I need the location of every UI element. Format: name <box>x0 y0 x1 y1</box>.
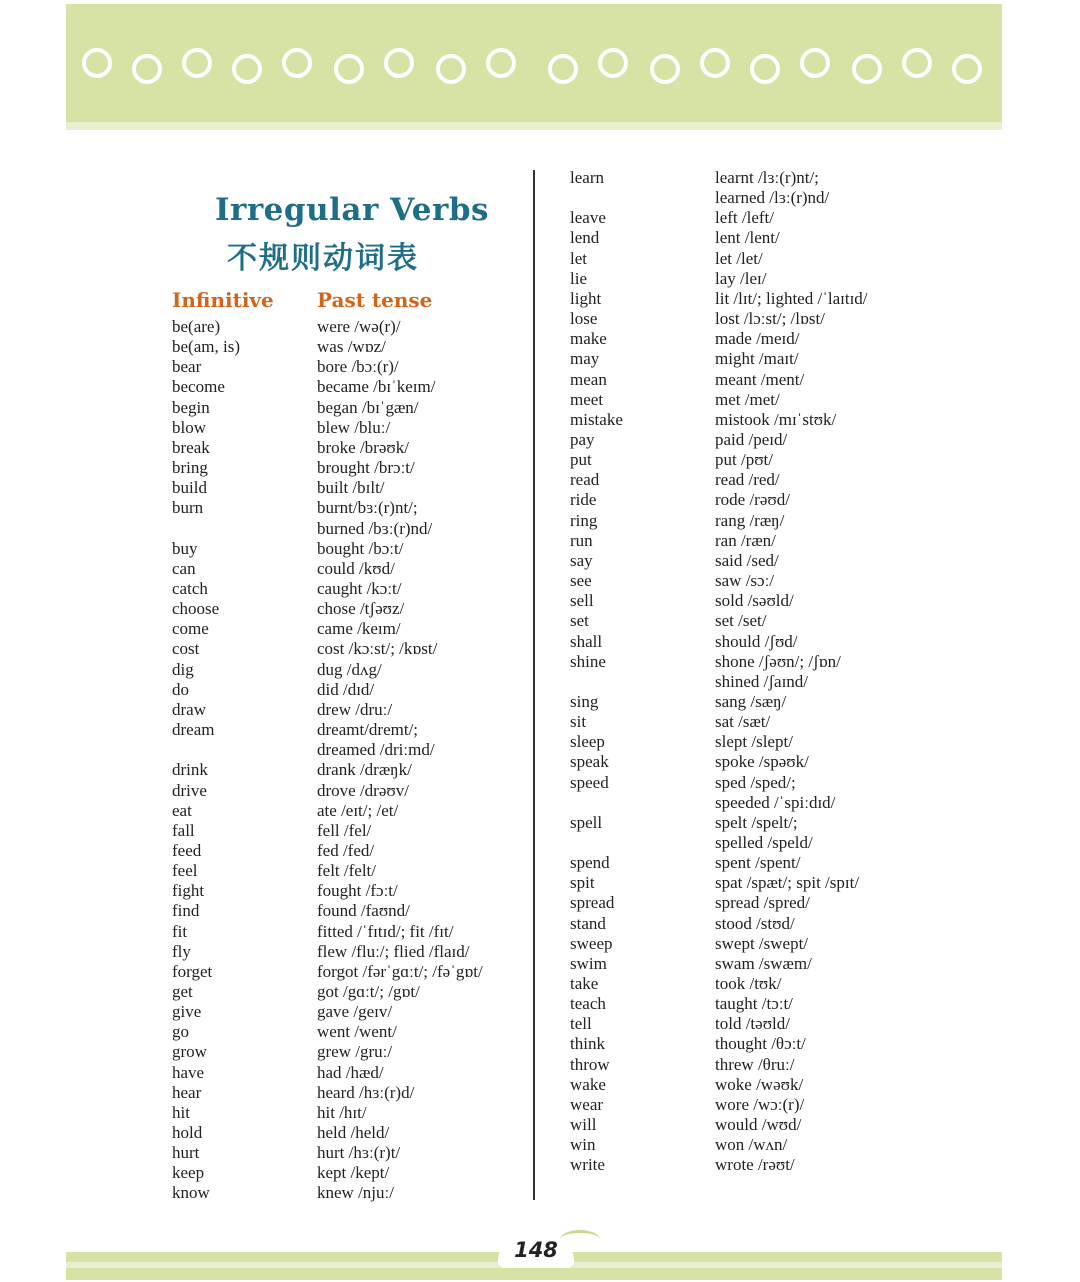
verb-past-tense: got /gɑːt/; /gɒt/ <box>317 981 420 1001</box>
verb-infinitive: say <box>570 550 593 570</box>
verb-past-tense: learnt /lɜː(r)nt/; <box>715 168 819 187</box>
verb-infinitive: meet <box>570 389 604 409</box>
verb-infinitive: feel <box>172 861 198 880</box>
verb-past-tense: stood /stʊd/ <box>715 913 795 933</box>
banner-ring-icon <box>132 54 162 84</box>
verb-past-tense: fell /fel/ <box>317 820 372 840</box>
verb-infinitive: fly <box>172 941 191 961</box>
verb-infinitive: learn <box>570 168 604 187</box>
verb-past-tense: forgot /fərˈgɑːt/; /fəˈgɒt/ <box>317 961 483 981</box>
verb-past-tense: might /maɪt/ <box>715 349 799 369</box>
verb-infinitive: forget <box>172 961 213 981</box>
verb-infinitive: mean <box>570 369 607 389</box>
verb-past-tense: read /red/ <box>715 470 780 490</box>
verb-past-tense: found /faʊnd/ <box>317 901 410 921</box>
verb-infinitive: hold <box>172 1123 203 1142</box>
verb-infinitive: will <box>570 1115 597 1134</box>
verb-infinitive: dig <box>172 659 194 679</box>
verb-infinitive: read <box>570 470 600 490</box>
verb-past-tense: hurt /hɜː(r)t/ <box>317 1143 401 1163</box>
verb-infinitive: sleep <box>570 732 605 752</box>
verb-infinitive: lie <box>570 268 587 288</box>
verb-past-tense: knew /njuː/ <box>317 1183 394 1203</box>
verb-infinitive: ride <box>570 490 597 510</box>
verb-infinitive: fall <box>172 820 195 840</box>
verb-past-tense: meant /ment/ <box>715 369 805 389</box>
verb-infinitive: wake <box>570 1074 606 1094</box>
verb-infinitive: hit <box>172 1102 190 1122</box>
verb-infinitive: put <box>570 450 592 470</box>
verb-past-tense: drank /dræŋk/ <box>317 760 412 780</box>
verb-infinitive: get <box>172 981 193 1001</box>
verb-past-tense: sold /səʊld/ <box>715 591 794 611</box>
verb-infinitive: set <box>570 611 589 631</box>
verb-infinitive: cost <box>172 639 200 659</box>
verb-infinitive: drive <box>172 780 207 800</box>
verb-infinitive: fit <box>172 921 188 941</box>
verb-infinitive: sweep <box>570 933 613 953</box>
verb-past-tense: said /sed/ <box>715 550 779 570</box>
verb-past-tense: broke /brəʊk/ <box>317 437 409 457</box>
banner-ring-icon <box>232 54 262 84</box>
past-tense-header: Past tense <box>317 288 433 312</box>
verb-infinitive: know <box>172 1183 210 1203</box>
verb-past-tense: saw /sɔː/ <box>715 571 775 590</box>
verb-past-tense: ran /ræn/ <box>715 530 776 550</box>
verb-infinitive: break <box>172 437 210 457</box>
verb-infinitive: think <box>570 1034 605 1054</box>
verb-past-tense: ate /eɪt/; /et/ <box>317 800 399 820</box>
verb-infinitive: let <box>570 248 587 268</box>
verb-infinitive: lose <box>570 309 598 328</box>
verb-infinitive: dream <box>172 720 215 739</box>
verb-past-tense: paid /peɪd/ <box>715 429 788 449</box>
verb-infinitive: bring <box>172 458 208 477</box>
verb-past-tense: made /meɪd/ <box>715 329 800 349</box>
verb-past-tense: spoke /spəʊk/ <box>715 752 809 772</box>
verb-infinitive: leave <box>570 208 606 228</box>
verb-past-tense: left /left/ <box>715 208 775 228</box>
verb-past-tense: woke /wəʊk/ <box>715 1074 804 1094</box>
verb-infinitive: do <box>172 679 189 699</box>
verb-past-tense: had /hæd/ <box>317 1062 384 1082</box>
verb-past-tense: cost /kɔːst/; /kɒst/ <box>317 639 438 659</box>
verb-past-tense: swam /swæm/ <box>715 953 812 973</box>
verb-infinitive: come <box>172 619 209 639</box>
verb-infinitive: give <box>172 1002 202 1022</box>
verb-past-tense: shone /ʃəʊn/; /ʃɒn/ <box>715 651 841 671</box>
verb-past-tense: sped /sped/; <box>715 772 796 792</box>
verb-infinitive: spend <box>570 853 610 873</box>
verb-past-tense: lent /lent/ <box>715 228 780 248</box>
verb-infinitive: choose <box>172 599 220 619</box>
verb-past-tense: dug /dʌg/ <box>317 659 382 679</box>
verb-infinitive: bear <box>172 357 202 377</box>
verb-past-tense: burned /bɜː(r)nd/ <box>317 518 433 538</box>
verb-infinitive: build <box>172 478 207 498</box>
banner-ring-icon <box>384 48 414 78</box>
verb-past-tense: grew /gruː/ <box>317 1042 393 1062</box>
verb-infinitive: make <box>570 329 607 349</box>
verb-past-tense: sat /sæt/ <box>715 712 771 731</box>
verb-infinitive: pay <box>570 429 595 449</box>
top-banner-edge <box>66 122 1002 130</box>
verb-infinitive: be(are) <box>172 317 221 336</box>
verb-past-tense: kept /kept/ <box>317 1163 390 1183</box>
verb-infinitive: swim <box>570 953 607 973</box>
verb-infinitive: light <box>570 288 602 308</box>
verb-infinitive: drink <box>172 760 208 780</box>
verb-past-tense: slept /slept/ <box>715 732 793 752</box>
verb-past-tense: shined /ʃaɪnd/ <box>715 671 809 691</box>
verb-infinitive: grow <box>172 1042 207 1062</box>
verb-infinitive: burn <box>172 498 204 518</box>
verb-infinitive: spit <box>570 873 595 893</box>
verb-past-tense: learned /lɜː(r)nd/ <box>715 188 830 208</box>
verb-infinitive: eat <box>172 800 192 820</box>
verb-past-tense: drew /druː/ <box>317 699 393 719</box>
verb-infinitive: see <box>570 571 592 590</box>
banner-ring-icon <box>952 54 982 84</box>
infinitive-header: Infinitive <box>172 288 274 312</box>
banner-ring-icon <box>548 54 578 84</box>
banner-ring-icon <box>486 48 516 78</box>
verb-past-tense: spread /spred/ <box>715 893 810 913</box>
verb-infinitive: tell <box>570 1014 592 1034</box>
verb-infinitive: win <box>570 1135 596 1155</box>
verb-past-tense: caught /kɔːt/ <box>317 579 402 598</box>
verb-past-tense: should /ʃʊd/ <box>715 631 798 651</box>
banner-ring-icon <box>852 54 882 84</box>
verb-past-tense: heard /hɜː(r)d/ <box>317 1082 415 1102</box>
banner-ring-icon <box>800 48 830 78</box>
verb-past-tense: told /təʊld/ <box>715 1014 790 1034</box>
verb-infinitive: lend <box>570 228 600 248</box>
verb-infinitive: shine <box>570 651 606 671</box>
verb-past-tense: became /bɪˈkeɪm/ <box>317 377 436 397</box>
verb-past-tense: held /held/ <box>317 1123 390 1142</box>
verb-past-tense: were /wə(r)/ <box>317 317 401 336</box>
verb-infinitive: go <box>172 1022 189 1042</box>
verb-infinitive: write <box>570 1155 605 1175</box>
verb-infinitive: buy <box>172 538 198 558</box>
column-divider <box>533 170 535 1200</box>
banner-ring-icon <box>282 48 312 78</box>
verb-past-tense: won /wʌn/ <box>715 1135 788 1155</box>
verb-infinitive: hear <box>172 1082 202 1102</box>
verb-past-tense: rang /ræŋ/ <box>715 510 785 530</box>
verb-past-tense: flew /fluː/; flied /flaɪd/ <box>317 941 470 961</box>
verb-past-tense: spat /spæt/; spit /spɪt/ <box>715 873 860 893</box>
verb-past-tense: spelt /spelt/; <box>715 812 798 832</box>
banner-ring-icon <box>598 48 628 78</box>
verb-past-tense: set /set/ <box>715 611 767 631</box>
verb-infinitive: draw <box>172 699 206 719</box>
verb-past-tense: threw /θruː/ <box>715 1054 795 1074</box>
verb-past-tense: sang /sæŋ/ <box>715 691 787 711</box>
verb-past-tense: fought /fɔːt/ <box>317 881 398 901</box>
verb-infinitive: can <box>172 558 196 578</box>
verb-past-tense: spelled /speld/ <box>715 832 813 852</box>
verb-past-tense: put /pʊt/ <box>715 450 773 470</box>
verb-past-tense: built /bɪlt/ <box>317 478 385 498</box>
verb-past-tense: chose /tʃəʊz/ <box>317 599 405 619</box>
verb-past-tense: swept /swept/ <box>715 933 809 953</box>
verb-past-tense: met /met/ <box>715 389 780 409</box>
verb-past-tense: thought /θɔːt/ <box>715 1034 806 1054</box>
verb-past-tense: could /kʊd/ <box>317 558 395 578</box>
page-number: 148 <box>514 1238 558 1262</box>
verb-infinitive: fight <box>172 881 205 901</box>
verb-past-tense: did /dɪd/ <box>317 679 375 699</box>
verb-infinitive: speak <box>570 752 609 772</box>
verb-past-tense: fed /fed/ <box>317 840 375 860</box>
verb-infinitive: become <box>172 377 225 397</box>
verb-past-tense: began /bɪˈgæn/ <box>317 397 419 417</box>
verb-past-tense: fitted /ˈfɪtɪd/; fit /fɪt/ <box>317 921 454 941</box>
verb-past-tense: wore /wɔː(r)/ <box>715 1094 805 1114</box>
verb-past-tense: came /keɪm/ <box>317 619 401 639</box>
verb-infinitive: mistake <box>570 409 623 429</box>
verb-past-tense: burnt/bɜː(r)nt/; <box>317 498 418 518</box>
verb-past-tense: spent /spent/ <box>715 853 801 873</box>
verb-past-tense: lay /leɪ/ <box>715 268 767 288</box>
verb-past-tense: bore /bɔː(r)/ <box>317 357 399 377</box>
verb-past-tense: bought /bɔːt/ <box>317 538 404 558</box>
verb-past-tense: speeded /ˈspiːdɪd/ <box>715 792 836 812</box>
verb-infinitive: sing <box>570 691 599 711</box>
verb-past-tense: was /wɒz/ <box>317 337 386 357</box>
verb-past-tense: mistook /mɪˈstʊk/ <box>715 409 837 429</box>
verb-past-tense: rode /rəʊd/ <box>715 490 790 510</box>
verb-infinitive: keep <box>172 1163 205 1183</box>
banner-ring-icon <box>902 48 932 78</box>
banner-ring-icon <box>182 48 212 78</box>
verb-infinitive: speed <box>570 772 609 792</box>
verb-past-tense: dreamt/dremt/; <box>317 720 419 739</box>
banner-ring-icon <box>82 48 112 78</box>
banner-ring-icon <box>750 54 780 84</box>
verb-past-tense: let /let/ <box>715 248 763 268</box>
verb-infinitive: run <box>570 530 593 550</box>
verb-past-tense: drove /drəʊv/ <box>317 780 409 800</box>
verb-infinitive: catch <box>172 579 208 598</box>
verb-infinitive: take <box>570 974 599 993</box>
banner-ring-icon <box>700 48 730 78</box>
verb-past-tense: would /wʊd/ <box>715 1115 802 1134</box>
verb-infinitive: spell <box>570 812 603 832</box>
verb-past-tense: blew /bluː/ <box>317 417 391 437</box>
verb-past-tense: took /tʊk/ <box>715 974 782 993</box>
verb-infinitive: wear <box>570 1094 604 1114</box>
verb-past-tense: taught /tɔːt/ <box>715 994 793 1014</box>
verb-past-tense: gave /geɪv/ <box>317 1002 393 1022</box>
verb-past-tense: went /went/ <box>317 1022 397 1042</box>
verb-infinitive: throw <box>570 1054 610 1074</box>
verb-infinitive: begin <box>172 397 210 417</box>
verb-infinitive: have <box>172 1062 205 1082</box>
verb-infinitive: find <box>172 901 200 921</box>
page-title-chinese: 不规则动词表 <box>227 241 419 276</box>
banner-ring-icon <box>650 54 680 84</box>
verb-infinitive: be(am, is) <box>172 337 240 357</box>
verb-infinitive: stand <box>570 913 606 933</box>
verb-infinitive: shall <box>570 631 603 651</box>
verb-past-tense: wrote /rəʊt/ <box>715 1155 795 1175</box>
verb-past-tense: hit /hɪt/ <box>317 1102 367 1122</box>
verb-infinitive: blow <box>172 417 206 437</box>
banner-ring-icon <box>436 54 466 84</box>
verb-infinitive: feed <box>172 840 202 860</box>
verb-infinitive: may <box>570 349 600 369</box>
verb-past-tense: felt /felt/ <box>317 861 377 880</box>
verb-infinitive: sit <box>570 712 587 731</box>
page-title: Irregular Verbs <box>215 192 489 228</box>
verb-infinitive: hurt <box>172 1143 200 1163</box>
banner-ring-icon <box>334 54 364 84</box>
verb-past-tense: brought /brɔːt/ <box>317 458 415 477</box>
verb-past-tense: dreamed /driːmd/ <box>317 740 435 760</box>
verb-infinitive: teach <box>570 994 606 1014</box>
verb-infinitive: spread <box>570 893 615 913</box>
verb-past-tense: lost /lɔːst/; /lɒst/ <box>715 309 825 328</box>
verb-past-tense: lit /lɪt/; lighted /ˈlaɪtɪd/ <box>715 288 868 308</box>
verb-infinitive: ring <box>570 510 598 530</box>
verb-infinitive: sell <box>570 591 594 611</box>
